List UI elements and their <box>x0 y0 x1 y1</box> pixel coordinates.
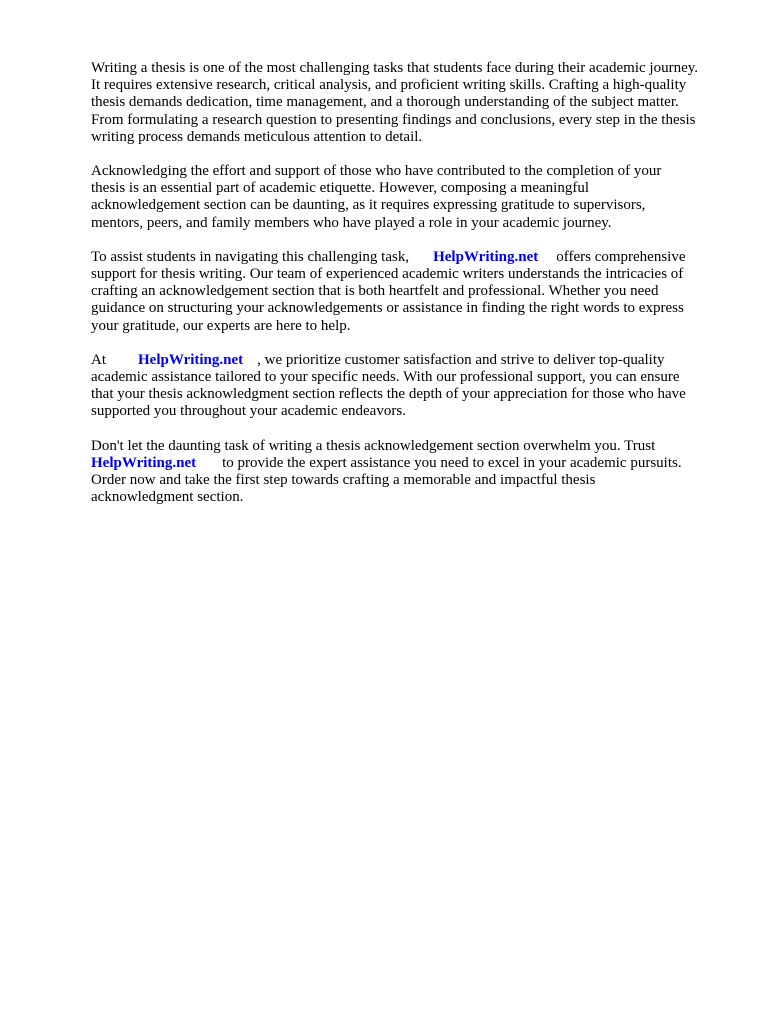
helpwriting-link[interactable]: HelpWriting.net <box>91 454 197 471</box>
text-line: supported you throughout your academic endeavors. <box>91 403 406 420</box>
text-line: your gratitude, our experts are here to help. <box>91 317 351 334</box>
text-line: academic assistance tailored to your specific needs. With our professional support, you can ensure <box>91 369 680 386</box>
text-line: acknowledgement section can be daunting, as it requires expressing gratitude to supervisors, <box>91 197 646 214</box>
text-line: It requires extensive research, critical analysis, and proficient writing skills. Crafting a high-quality <box>91 77 687 94</box>
text-line: support for thesis writing. Our team of experienced academic writers understands the intricacies of <box>91 266 684 283</box>
text-line-with-link <box>91 352 731 369</box>
paragraph-closing <box>91 438 731 507</box>
text-line: Order now and take the first step towards crafting a memorable and impactful thesis <box>91 472 596 489</box>
text-segment: offers comprehensive <box>556 248 686 265</box>
text-line: thesis is an essential part of academic etiquette. However, composing a meaningful <box>91 180 589 197</box>
text-segment: At <box>91 351 106 368</box>
paragraph-intro <box>91 60 731 146</box>
paragraph-at-helpwriting <box>91 352 731 421</box>
text-line: acknowledgment section. <box>91 489 244 506</box>
text-line: Acknowledging the effort and support of those who have contributed to the completion of your <box>91 163 662 180</box>
text-line: mentors, peers, and family members who have played a role in your academic journey. <box>91 214 612 231</box>
text-line: Don't let the daunting task of writing a thesis acknowledgement section overwhelm you. Trust <box>91 437 656 454</box>
text-line: writing process demands meticulous attention to detail. <box>91 128 423 145</box>
paragraph-assist <box>91 249 731 335</box>
text-line-with-link <box>91 249 731 266</box>
text-line: From formulating a research question to presenting findings and conclusions, every step in the thesis <box>91 111 696 128</box>
document-page <box>91 60 731 523</box>
text-line: Writing a thesis is one of the most challenging tasks that students face during their academic journey. <box>91 60 699 76</box>
text-line: crafting an acknowledgement section that is both heartfelt and professional. Whether you need <box>91 283 659 300</box>
text-segment: , we prioritize customer satisfaction and strive to deliver top-quality <box>257 351 665 368</box>
text-segment: to provide the expert assistance you need to excel in your academic pursuits. <box>222 454 682 471</box>
text-line-with-link <box>91 455 731 472</box>
text-line: thesis demands dedication, time management, and a thorough understanding of the subject matter. <box>91 94 679 111</box>
text-line: that your thesis acknowledgment section reflects the depth of your appreciation for those who have <box>91 386 686 403</box>
text-segment: To assist students in navigating this challenging task, <box>91 248 410 265</box>
text-line: guidance on structuring your acknowledgements or assistance in finding the right words to express <box>91 300 684 317</box>
helpwriting-link[interactable]: HelpWriting.net <box>138 351 244 368</box>
helpwriting-link[interactable]: HelpWriting.net <box>433 248 539 265</box>
paragraph-acknowledging <box>91 163 731 232</box>
